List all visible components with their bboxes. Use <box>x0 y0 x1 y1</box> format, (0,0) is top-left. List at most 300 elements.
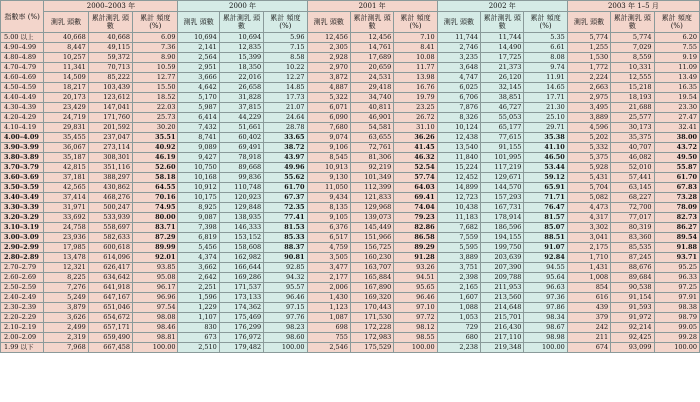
count-cell: 4,887 <box>307 83 350 93</box>
table-row <box>1 73 700 83</box>
count-cell: 139,073 <box>350 213 393 223</box>
count-cell: 8,559 <box>611 53 654 63</box>
frequency-cell: 88.37 <box>264 243 307 253</box>
count-cell: 37,815 <box>219 103 263 113</box>
frequency-cell: 99.05 <box>654 323 700 333</box>
count-cell: 4,317 <box>567 213 610 223</box>
count-cell: 308,301 <box>88 153 132 163</box>
count-cell: 3,041 <box>567 233 610 243</box>
count-cell: 12,723 <box>437 193 480 203</box>
count-cell: 145,449 <box>350 223 393 233</box>
count-cell: 35,187 <box>44 153 88 163</box>
count-cell: 626,417 <box>88 263 132 273</box>
count-cell: 2,319 <box>44 333 88 343</box>
table-row <box>1 63 700 73</box>
frequency-cell: 92.01 <box>133 253 178 263</box>
count-cell: 651,046 <box>88 303 132 313</box>
count-cell: 3,302 <box>567 223 610 233</box>
count-cell: 558,697 <box>88 223 132 233</box>
count-cell: 5,202 <box>567 133 610 143</box>
frequency-cell: 13.98 <box>394 73 437 83</box>
count-cell: 18,193 <box>611 93 654 103</box>
table-header <box>1 1 700 33</box>
count-cell: 31,971 <box>44 203 88 213</box>
count-cell: 2,224 <box>567 73 610 83</box>
count-cell: 129,968 <box>350 203 393 213</box>
frequency-cell: 97.25 <box>654 283 700 293</box>
frequency-cell: 53.44 <box>524 163 567 173</box>
cumulative-frequency-header: 累計 頻度(%) <box>133 12 178 33</box>
frequency-cell: 17.71 <box>524 93 567 103</box>
frequency-cell: 87.29 <box>133 233 178 243</box>
frequency-cell: 91.07 <box>524 243 567 253</box>
count-cell: 1,053 <box>437 313 480 323</box>
frequency-cell: 5.96 <box>264 33 307 43</box>
cumulative-frequency-header: 累計 頻度(%) <box>394 12 437 33</box>
frequency-cell: 80.00 <box>133 213 178 223</box>
count-cell: 26,658 <box>219 83 263 93</box>
count-cell: 112,399 <box>350 183 393 193</box>
cumulative-frequency-header: 累計 頻度(%) <box>524 12 567 33</box>
count-cell: 83,360 <box>611 233 654 243</box>
count-cell: 7,398 <box>178 223 219 233</box>
frequency-cell: 11.09 <box>654 63 700 73</box>
count-cell: 72,700 <box>611 203 654 213</box>
table-row <box>1 43 700 53</box>
count-cell: 92,214 <box>611 323 654 333</box>
count-cell: 151,966 <box>350 233 393 243</box>
count-cell: 17,689 <box>350 53 393 63</box>
count-cell: 54,581 <box>350 123 393 133</box>
frequency-cell: 58.18 <box>133 173 178 183</box>
group-header-2000-2003: 2000–2003 年 <box>44 1 178 12</box>
count-cell: 17,725 <box>481 53 524 63</box>
frequency-cell: 7.36 <box>133 43 178 53</box>
count-cell: 138,935 <box>219 213 263 223</box>
frequency-cell: 35.51 <box>133 133 178 143</box>
frequency-cell: 74.04 <box>394 203 437 213</box>
frequency-cell: 19.54 <box>654 93 700 103</box>
count-cell: 171,530 <box>350 313 393 323</box>
row-label: 4.30–4.39 <box>1 103 44 113</box>
frequency-cell: 64.55 <box>133 183 178 193</box>
count-cell: 207,390 <box>481 263 524 273</box>
count-cell: 9,105 <box>307 213 350 223</box>
cumulative-count-header: 累計測乳 頭數 <box>350 12 393 33</box>
frequency-cell: 81.53 <box>264 223 307 233</box>
frequency-cell: 27.47 <box>654 113 700 123</box>
frequency-cell: 91.88 <box>654 243 700 253</box>
frequency-cell: 94.32 <box>264 273 307 283</box>
count-cell: 147,041 <box>88 103 132 113</box>
table-row <box>1 123 700 133</box>
count-cell: 169,320 <box>350 293 393 303</box>
count-cell: 12,321 <box>44 263 88 273</box>
count-cell: 18,350 <box>219 63 263 73</box>
count-cell: 13,478 <box>44 253 88 263</box>
count-cell: 582,633 <box>88 233 132 243</box>
count-cell: 89,684 <box>611 273 654 283</box>
frequency-cell: 25.10 <box>524 113 567 123</box>
count-cell: 634,642 <box>88 273 132 283</box>
table-row <box>1 93 700 103</box>
count-cell: 22,016 <box>219 73 263 83</box>
count-cell: 11,840 <box>437 153 480 163</box>
count-cell: 5,595 <box>437 243 480 253</box>
frequency-cell: 96.46 <box>264 293 307 303</box>
frequency-cell: 7.10 <box>394 33 437 43</box>
count-cell: 657,171 <box>88 323 132 333</box>
count-cell: 179,482 <box>219 343 263 353</box>
count-cell: 2,564 <box>178 53 219 63</box>
group-header-2001: 2001 年 <box>307 1 437 12</box>
count-cell: 37,181 <box>44 173 88 183</box>
frequency-cell: 7.55 <box>654 43 700 53</box>
frequency-cell: 57.74 <box>394 173 437 183</box>
count-cell: 647,167 <box>88 293 132 303</box>
frequency-cell: 93.26 <box>394 263 437 273</box>
count-cell: 4,374 <box>178 253 219 263</box>
frequency-cell: 61.70 <box>264 183 307 193</box>
row-label: 4.40–4.49 <box>1 93 44 103</box>
frequency-cell: 33.65 <box>264 133 307 143</box>
count-cell: 15,399 <box>219 53 263 63</box>
row-label: 3.40–3.49 <box>1 193 44 203</box>
count-cell: 35,375 <box>611 133 654 143</box>
count-cell: 68,227 <box>611 193 654 203</box>
table-row <box>1 303 700 313</box>
frequency-cell: 98.81 <box>133 333 178 343</box>
count-cell: 5,704 <box>567 183 610 193</box>
frequency-cell: 69.41 <box>394 193 437 203</box>
frequency-cell: 23.30 <box>654 103 700 113</box>
table-row <box>1 323 700 333</box>
frequency-cell: 5.35 <box>524 33 567 43</box>
table-row <box>1 83 700 93</box>
count-cell: 1,596 <box>178 293 219 303</box>
count-cell: 237,047 <box>88 133 132 143</box>
group-header-2003: 2003 年 1–5 月 <box>567 1 699 12</box>
count-cell: 176,299 <box>219 323 263 333</box>
frequency-cell: 95.25 <box>654 263 700 273</box>
frequency-cell: 89.29 <box>394 243 437 253</box>
count-cell: 3,477 <box>307 263 350 273</box>
count-cell: 40,707 <box>611 143 654 153</box>
frequency-cell: 23.25 <box>394 103 437 113</box>
count-cell: 6,414 <box>178 113 219 123</box>
count-cell: 103,439 <box>88 83 132 93</box>
frequency-cell: 18.52 <box>133 93 178 103</box>
frequency-cell: 12.27 <box>264 73 307 83</box>
count-cell: 533,939 <box>88 213 132 223</box>
count-cell: 5,774 <box>611 33 654 43</box>
frequency-cell: 100.00 <box>133 343 178 353</box>
frequency-cell: 41.10 <box>524 143 567 153</box>
count-cell: 178,914 <box>481 213 524 223</box>
frequency-cell: 98.55 <box>394 333 437 343</box>
cumulative-frequency-header: 累計 頻度(%) <box>654 12 700 33</box>
frequency-cell: 17.73 <box>264 93 307 103</box>
row-label: 4.60–4.69 <box>1 73 44 83</box>
count-cell: 600,618 <box>88 243 132 253</box>
table-row <box>1 203 700 213</box>
group-header-row <box>1 1 700 12</box>
frequency-cell: 74.95 <box>133 203 178 213</box>
frequency-cell: 16.35 <box>654 83 700 93</box>
count-cell: 51,661 <box>219 123 263 133</box>
row-label: 2.30–2.39 <box>1 303 44 313</box>
count-cell: 176,972 <box>219 333 263 343</box>
count-cell: 166,644 <box>219 263 263 273</box>
count-cell: 156,725 <box>350 243 393 253</box>
frequency-cell: 79.23 <box>394 213 437 223</box>
frequency-cell: 91.28 <box>394 253 437 263</box>
count-cell: 167,731 <box>481 203 524 213</box>
frequency-cell: 8.08 <box>524 53 567 63</box>
count-cell: 165,884 <box>350 273 393 283</box>
table-row <box>1 133 700 143</box>
frequency-cell: 40.92 <box>133 143 178 153</box>
count-cell: 351,116 <box>88 163 132 173</box>
count-cell: 6,706 <box>437 93 480 103</box>
frequency-cell: 96.17 <box>133 283 178 293</box>
count-cell: 101,349 <box>350 173 393 183</box>
frequency-cell: 96.63 <box>524 283 567 293</box>
count-cell: 91,593 <box>611 303 654 313</box>
count-cell: 7,682 <box>437 223 480 233</box>
count-cell: 32,145 <box>481 83 524 93</box>
row-label: 3.90–3.99 <box>1 143 44 153</box>
frequency-cell: 38.72 <box>264 143 307 153</box>
count-cell: 117,219 <box>481 163 524 173</box>
group-header-2002: 2002 年 <box>437 1 567 12</box>
count-cell: 2,970 <box>307 63 350 73</box>
count-cell: 7,432 <box>178 123 219 133</box>
count-cell: 10,912 <box>178 183 219 193</box>
frequency-cell: 14.85 <box>264 83 307 93</box>
count-cell: 468,276 <box>88 193 132 203</box>
count-cell: 1,530 <box>567 53 610 63</box>
count-cell: 78,918 <box>219 153 263 163</box>
count-cell: 33,692 <box>44 213 88 223</box>
count-cell: 9,074 <box>307 133 350 143</box>
count-cell: 129,671 <box>481 173 524 183</box>
count-cell: 379 <box>567 313 610 323</box>
group-header-2000: 2000 年 <box>178 1 307 12</box>
count-cell: 2,141 <box>178 43 219 53</box>
frequency-cell: 38.00 <box>654 133 700 143</box>
frequency-cell: 97.72 <box>394 313 437 323</box>
frequency-cell: 8.58 <box>264 53 307 63</box>
frequency-cell: 98.34 <box>524 313 567 323</box>
table-row <box>1 233 700 243</box>
frequency-cell: 8.41 <box>394 43 437 53</box>
count-cell: 81,306 <box>350 153 393 163</box>
frequency-cell: 43.97 <box>264 153 307 163</box>
count-cell: 7,559 <box>437 233 480 243</box>
count-cell: 211 <box>567 333 610 343</box>
frequency-cell: 59.12 <box>524 173 567 183</box>
count-cell: 2,746 <box>437 43 480 53</box>
count-cell: 31,828 <box>219 93 263 103</box>
count-cell: 175,469 <box>219 313 263 323</box>
count-cell: 3,495 <box>567 103 610 113</box>
count-cell: 6,819 <box>178 233 219 243</box>
frequency-cell: 85.07 <box>524 223 567 233</box>
count-cell: 1,607 <box>437 293 480 303</box>
count-cell: 69,491 <box>219 143 263 153</box>
frequency-cell: 82.86 <box>394 223 437 233</box>
count-cell: 175,529 <box>350 343 393 353</box>
count-cell: 2,951 <box>178 63 219 73</box>
row-label: 3.20–3.29 <box>1 213 44 223</box>
count-cell: 5,774 <box>567 33 610 43</box>
table-row <box>1 113 700 123</box>
count-cell: 199,750 <box>481 243 524 253</box>
frequency-cell: 24.64 <box>264 113 307 123</box>
frequency-cell: 49.96 <box>264 163 307 173</box>
count-cell: 209,788 <box>481 273 524 283</box>
count-cell: 2,251 <box>178 283 219 293</box>
count-cell: 2,510 <box>178 343 219 353</box>
count-cell: 40,668 <box>88 33 132 43</box>
count-cell: 1,229 <box>178 303 219 313</box>
count-cell: 3,872 <box>307 73 350 83</box>
count-cell: 10,257 <box>44 53 88 63</box>
row-label: 4.10–4.19 <box>1 123 44 133</box>
count-cell: 60,402 <box>219 133 263 143</box>
count-cell: 90,538 <box>611 283 654 293</box>
frequency-cell: 11.91 <box>524 73 567 83</box>
cumulative-count-header: 累計測乳 頭數 <box>481 12 524 33</box>
row-label: 2.00–2.09 <box>1 333 44 343</box>
count-cell: 20,173 <box>44 93 88 103</box>
frequency-cell: 6.61 <box>524 43 567 53</box>
count-cell: 7,029 <box>611 43 654 53</box>
frequency-cell: 89.99 <box>133 243 178 253</box>
count-cell: 729 <box>437 323 480 333</box>
row-label: 4.50–4.59 <box>1 83 44 93</box>
count-cell: 10,175 <box>178 193 219 203</box>
count-cell: 30,173 <box>611 123 654 133</box>
count-cell: 3,889 <box>437 253 480 263</box>
table-row <box>1 253 700 263</box>
count-cell: 3,505 <box>307 253 350 263</box>
count-cell: 12,555 <box>611 73 654 83</box>
count-cell: 14,490 <box>481 43 524 53</box>
count-cell: 162,982 <box>219 253 263 263</box>
row-label: 3.30–3.39 <box>1 203 44 213</box>
count-cell: 57,441 <box>611 173 654 183</box>
count-cell: 755 <box>307 333 350 343</box>
count-cell: 11,050 <box>307 183 350 193</box>
table-row <box>1 343 700 353</box>
frequency-cell: 96.96 <box>133 293 178 303</box>
count-cell: 91,154 <box>611 293 654 303</box>
count-cell: 123,612 <box>88 93 132 103</box>
count-cell: 1,088 <box>437 303 480 313</box>
count-cell: 3,666 <box>178 73 219 83</box>
count-cell: 186,596 <box>481 223 524 233</box>
row-label: 4.20–4.29 <box>1 113 44 123</box>
row-label: 3.60–3.69 <box>1 173 44 183</box>
row-label: 4.00–4.09 <box>1 133 44 143</box>
row-label: 3.50–3.59 <box>1 183 44 193</box>
frequency-cell: 98.60 <box>264 333 307 343</box>
cumulative-count-header: 累計測乳 頭數 <box>88 12 132 33</box>
count-cell: 85,222 <box>88 73 132 83</box>
count-cell: 21,373 <box>481 63 524 73</box>
frequency-cell: 35.38 <box>524 133 567 143</box>
count-cell: 5,928 <box>567 163 610 173</box>
frequency-cell: 52.60 <box>133 163 178 173</box>
count-cell: 85,535 <box>611 243 654 253</box>
count-cell: 174,362 <box>219 303 263 313</box>
frequency-cell: 61.70 <box>654 173 700 183</box>
table-row <box>1 223 700 233</box>
count-cell: 439 <box>567 303 610 313</box>
frequency-cell: 95.65 <box>394 283 437 293</box>
count-cell: 1,255 <box>567 43 610 53</box>
frequency-cell: 92.84 <box>524 253 567 263</box>
count-cell: 144,570 <box>481 183 524 193</box>
count-cell: 7,876 <box>437 103 480 113</box>
corner-label: 指數率 (%) <box>1 1 44 33</box>
count-cell: 12,456 <box>350 33 393 43</box>
frequency-cell: 71.71 <box>524 193 567 203</box>
frequency-cell: 93.85 <box>133 263 178 273</box>
count-cell: 4,759 <box>307 243 350 253</box>
frequency-cell: 86.58 <box>394 233 437 243</box>
count-cell: 6,090 <box>307 113 350 123</box>
frequency-cell: 96.46 <box>394 293 437 303</box>
count-cell: 217,110 <box>481 333 524 343</box>
row-label: 2.50–2.59 <box>1 283 44 293</box>
count-cell: 3,889 <box>567 113 610 123</box>
row-label: 4.70–4.79 <box>1 63 44 73</box>
row-label: 2.70–2.79 <box>1 263 44 273</box>
frequency-cell: 67.37 <box>264 193 307 203</box>
frequency-cell: 46.32 <box>394 153 437 163</box>
count-cell: 4,596 <box>567 123 610 133</box>
frequency-cell: 19.79 <box>394 93 437 103</box>
count-cell: 77,615 <box>481 133 524 143</box>
frequency-cell: 21.07 <box>264 103 307 113</box>
count-cell: 23,429 <box>44 103 88 113</box>
count-cell: 59,372 <box>88 53 132 63</box>
count-cell: 3,751 <box>437 263 480 273</box>
count-cell: 37,414 <box>44 193 88 203</box>
count-cell: 242 <box>567 323 610 333</box>
count-cell: 46,901 <box>350 113 393 123</box>
table-row <box>1 273 700 283</box>
count-cell: 65,177 <box>481 123 524 133</box>
count-cell: 167,890 <box>350 283 393 293</box>
count-cell: 26,120 <box>481 73 524 83</box>
count-cell: 2,642 <box>178 273 219 283</box>
frequency-cell: 94.51 <box>394 273 437 283</box>
count-cell: 46,082 <box>611 153 654 163</box>
frequency-cell: 70.16 <box>133 193 178 203</box>
frequency-cell: 98.08 <box>133 313 178 323</box>
count-cell: 854 <box>567 283 610 293</box>
frequency-cell: 96.33 <box>654 273 700 283</box>
frequency-cell: 100.00 <box>524 343 567 353</box>
count-cell: 29,831 <box>44 123 88 133</box>
table-row <box>1 243 700 253</box>
frequency-cell: 98.79 <box>654 313 700 323</box>
count-cell: 91,155 <box>481 143 524 153</box>
